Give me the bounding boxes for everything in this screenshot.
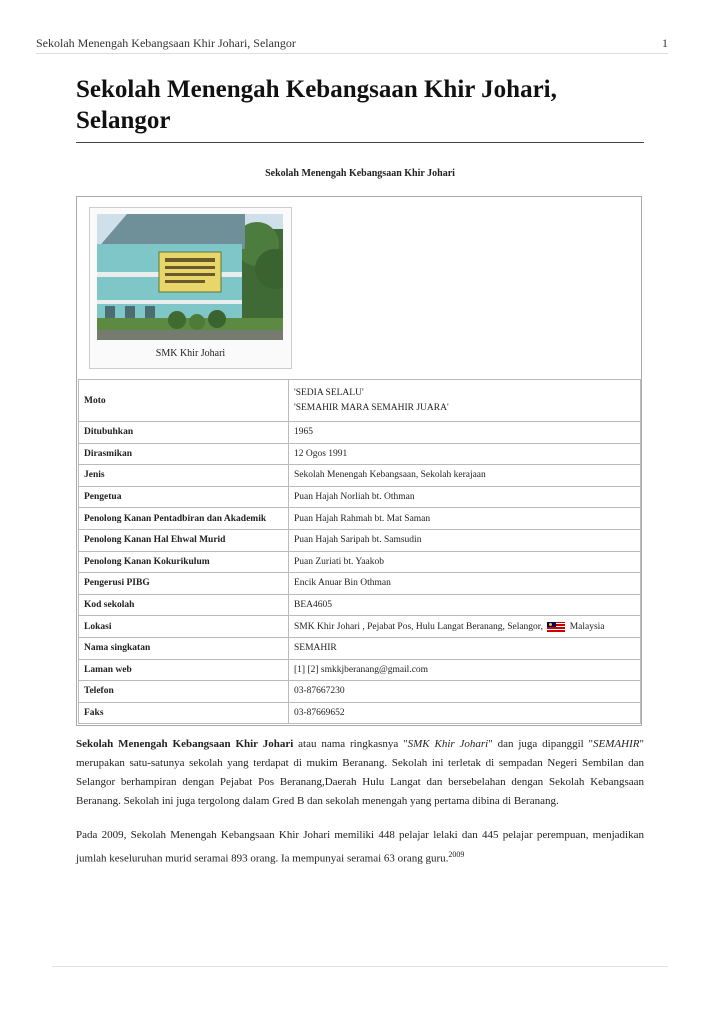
title-divider (76, 142, 644, 143)
paragraph-text: atau nama ringkasnya " (293, 738, 408, 750)
school-photo[interactable] (97, 214, 283, 340)
row-value: 03-87667230 (289, 681, 641, 703)
row-value: Encik Anuar Bin Othman (289, 573, 641, 595)
page-number: 1 (662, 36, 668, 50)
row-key: Moto (79, 380, 289, 422)
location-text: SMK Khir Johari , Pejabat Pos, Hulu Langat Beranang, Selangor, (294, 621, 543, 632)
short-name-italic: SMK Khir Johari (407, 738, 489, 750)
infobox-row (79, 702, 641, 724)
infobox-row (79, 616, 641, 638)
infobox-row (79, 637, 641, 659)
row-value: Puan Hajah Rahmah bt. Mat Saman (289, 508, 641, 530)
footnote-sup[interactable]: 2009 (448, 850, 465, 859)
row-value: Puan Hajah Saripah bt. Samsudin (289, 529, 641, 551)
motto-line-2: 'SEMAHIR MARA SEMAHIR JUARA' (294, 403, 449, 413)
row-value: Puan Hajah Norliah bt. Othman (289, 486, 641, 508)
infobox-row (79, 508, 641, 530)
row-key: Jenis (79, 465, 289, 487)
paragraph-text: " merupakan satu-satunya sekolah yang terdapat di mukim Beranang. Sekolah ini terletak di sempadan Negeri Sembilan dan Selangor berhampiran dengan Pejabat Pos Beranang,Daerah Hulu Langat dan bersebelahan dengan Sekolah Kebangsaan Beranang. Sekolah ini juga tergolong dalam Gred B dan sekolah menengah yang pertama dibina di Beranang. (76, 738, 644, 807)
row-value (289, 616, 641, 638)
malaysia-flag-icon (547, 622, 565, 632)
intro-paragraph (76, 735, 644, 811)
page-title: Sekolah Menengah Kebangsaan Khir Johari, Selangor (76, 76, 557, 134)
running-header (36, 36, 668, 51)
paragraph-text: " dan juga dipanggil " (488, 738, 594, 750)
row-value (289, 380, 641, 422)
infobox-row (79, 422, 641, 444)
row-key: Ditubuhkan (79, 422, 289, 444)
row-key: Telefon (79, 681, 289, 703)
infobox-row (79, 551, 641, 573)
row-key: Dirasmikan (79, 443, 289, 465)
row-value: Sekolah Menengah Kebangsaan, Sekolah kerajaan (289, 465, 641, 487)
nickname-italic: SEMAHIR (593, 738, 640, 750)
infobox-row (79, 529, 641, 551)
motto-line-1: 'SEDIA SELALU' (294, 388, 364, 398)
row-value: BEA4605 (289, 594, 641, 616)
infobox-caption: Sekolah Menengah Kebangsaan Khir Johari (265, 168, 455, 179)
row-key: Pengetua (79, 486, 289, 508)
row-value: Puan Zuriati bt. Yaakob (289, 551, 641, 573)
row-key: Laman web (79, 659, 289, 681)
infobox-row (79, 443, 641, 465)
row-key: Nama singkatan (79, 637, 289, 659)
paragraph-text: Pada 2009, Sekolah Menengah Kebangsaan Khir Johari memiliki 448 pelajar lelaki dan 445 pelajar perempuan, menjadikan jumlah keseluruhan murid seramai 893 orang. Ia mempunyai seramai 63 orang guru. (76, 829, 644, 865)
row-value: SEMAHIR (289, 637, 641, 659)
infobox-thumbnail (89, 207, 292, 369)
country-link[interactable]: Malaysia (569, 621, 605, 632)
row-value: 03-87669652 (289, 702, 641, 724)
row-key: Kod sekolah (79, 594, 289, 616)
infobox-row (79, 573, 641, 595)
row-value: 1965 (289, 422, 641, 444)
header-divider (36, 53, 668, 54)
school-name-bold: Sekolah Menengah Kebangsaan Khir Johari (76, 738, 294, 750)
row-key: Faks (79, 702, 289, 724)
infobox-row (79, 594, 641, 616)
website-value[interactable]: [1] [2] smkkjberanang@gmail.com (289, 659, 641, 681)
row-key: Penolong Kanan Kokurikulum (79, 551, 289, 573)
row-value: 12 Ogos 1991 (289, 443, 641, 465)
infobox (76, 196, 642, 726)
row-key: Pengerusi PIBG (79, 573, 289, 595)
row-key: Penolong Kanan Hal Ehwal Murid (79, 529, 289, 551)
infobox-row (79, 465, 641, 487)
running-header-title: Sekolah Menengah Kebangsaan Khir Johari, Selangor (36, 36, 296, 50)
infobox-row (79, 659, 641, 681)
footer-divider (52, 966, 668, 967)
image-caption: SMK Khir Johari (155, 348, 226, 359)
row-key: Penolong Kanan Pentadbiran dan Akademik (79, 508, 289, 530)
infobox-row (79, 486, 641, 508)
row-key: Lokasi (79, 616, 289, 638)
infobox-table (78, 379, 641, 724)
stats-paragraph (76, 826, 644, 869)
infobox-row (79, 380, 641, 422)
infobox-row (79, 681, 641, 703)
